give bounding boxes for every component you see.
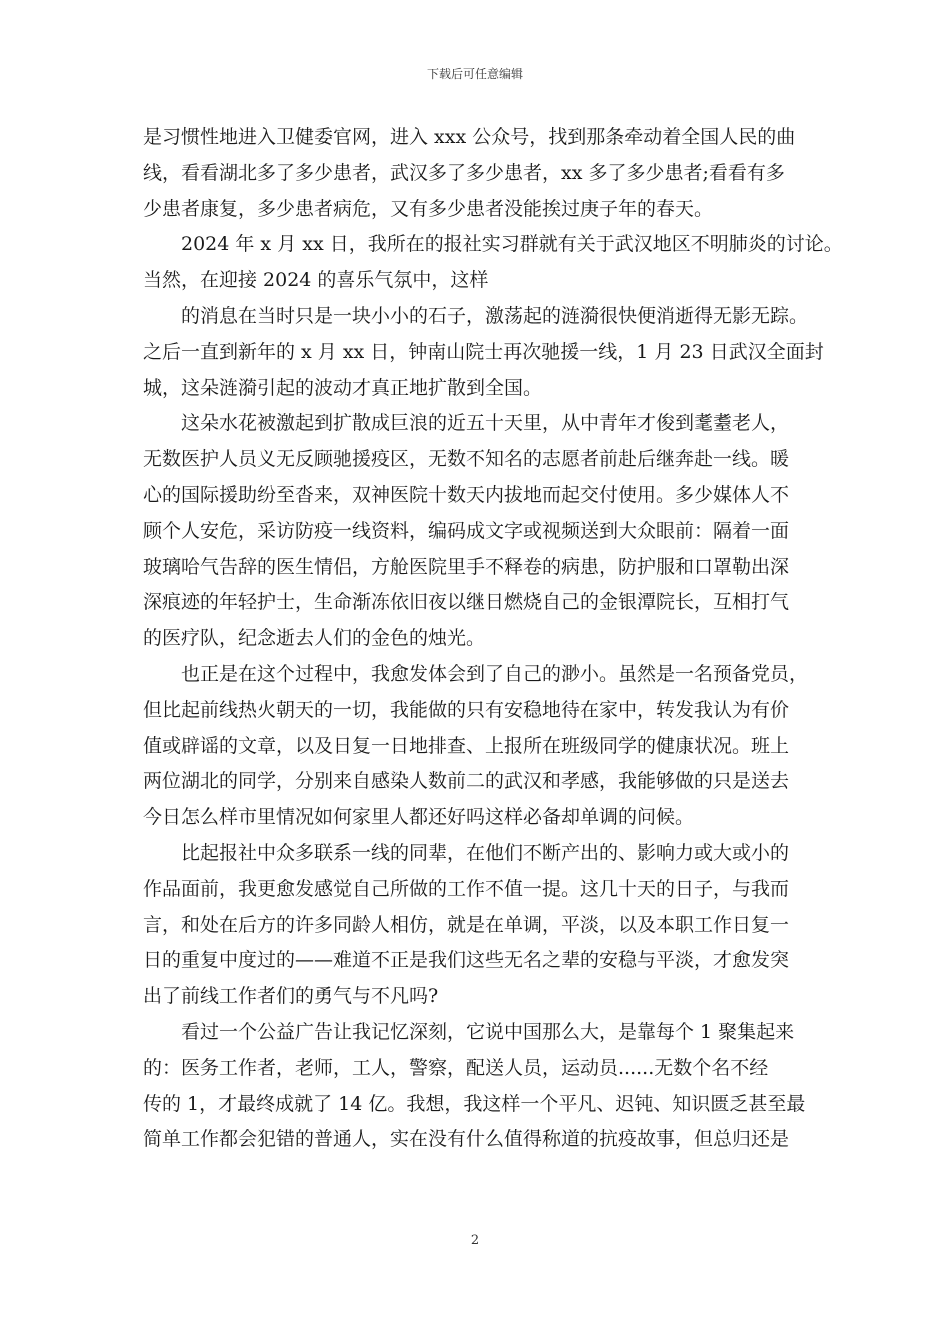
- text-line: 值或辟谣的文章，以及日复一日地排查、上报所在班级同学的健康状况。班上: [143, 734, 790, 757]
- text-line: 比起报社中众多联系一线的同辈，在他们不断产出的、影响力或大或小的: [181, 841, 790, 864]
- text-line: 的消息在当时只是一块小小的石子，激荡起的涟漪很快便消逝得无影无踪。: [181, 304, 809, 327]
- text-line: 作品面前，我更愈发感觉自己所做的工作不值一提。这几十天的日子，与我而: [143, 877, 790, 900]
- text-line: 简单工作都会犯错的普通人，实在没有什么值得称道的抗疫故事，但总归还是: [143, 1128, 790, 1151]
- text-line: 传的 1，才最终成就了 14 亿。我想，我这样一个平凡、迟钝、知识匮乏甚至最: [143, 1092, 806, 1115]
- document-body: [143, 120, 843, 1158]
- text-line: 的：医务工作者，老师，工人，警察，配送人员，运动员......无数个名不经: [143, 1056, 769, 1079]
- text-line: 顾个人安危，采访防疫一线资料，编码成文字或视频送到大众眼前：隔着一面: [143, 519, 790, 542]
- text-line: 当然，在迎接 2024 的喜乐气氛中，这样: [143, 269, 489, 292]
- text-line: 今日怎么样市里情况如何家里人都还好吗这样必备却单调的问候。: [143, 806, 695, 829]
- text-line: 之后一直到新年的 x 月 xx 日，钟南山院士再次驰援一线，1 月 23 日武汉全面封: [143, 340, 824, 363]
- text-line: 但比起前线热火朝天的一切，我能做的只有安稳地待在家中，转发我认为有价: [143, 698, 790, 721]
- text-line: 城，这朵涟漪引起的波动才真正地扩散到全国。: [143, 376, 543, 399]
- text-line: 2024 年 x 月 xx 日，我所在的报社实习群就有关于武汉地区不明肺炎的讨论。: [181, 233, 843, 256]
- text-line: 玻璃哈气告辞的医生情侣，方舱医院里手不释卷的病患，防护服和口罩勒出深: [143, 555, 790, 578]
- text-line: 深痕迹的年轻护士，生命渐冻依旧夜以继日燃烧自己的金银潭院长，互相打气: [143, 591, 790, 614]
- text-line: 看过一个公益广告让我记忆深刻，它说中国那么大，是靠每个 1 聚集起来: [181, 1020, 795, 1043]
- text-line: 日的重复中度过的——难道不正是我们这些无名之辈的安稳与平淡，才愈发突: [143, 949, 790, 972]
- text-line: 的医疗队，纪念逝去人们的金色的烛光。: [143, 627, 486, 650]
- text-line: 出了前线工作者们的勇气与不凡吗?: [143, 985, 439, 1008]
- text-line: 是习惯性地进入卫健委官网，进入 xxx 公众号，找到那条牵动着全国人民的曲: [143, 126, 796, 148]
- page-number: 2: [470, 1233, 480, 1248]
- text-line: 这朵水花被激起到扩散成巨浪的近五十天里，从中青年才俊到耄耋老人，: [181, 412, 790, 435]
- text-line: 线，看看湖北多了多少患者，武汉多了多少患者，xx 多了多少患者;看看有多: [143, 161, 785, 184]
- text-line: 也正是在这个过程中，我愈发体会到了自己的渺小。虽然是一名预备党员，: [181, 662, 809, 685]
- text-line: 言，和处在后方的许多同龄人相仿，就是在单调，平淡，以及本职工作日复一: [143, 913, 790, 936]
- text-line: 心的国际援助纷至沓来，双神医院十数天内拔地而起交付使用。多少媒体人不: [143, 483, 790, 506]
- text-line: 两位湖北的同学，分别来自感染人数前二的武汉和孝感，我能够做的只是送去: [143, 770, 790, 793]
- text-line: 无数医护人员义无反顾驰援疫区，无数不知名的志愿者前赴后继奔赴一线。暖: [143, 448, 790, 471]
- text-line: 少患者康复，多少患者病危，又有多少患者没能挨过庚子年的春天。: [143, 197, 714, 220]
- page-header: 下载后可任意编辑: [426, 67, 523, 81]
